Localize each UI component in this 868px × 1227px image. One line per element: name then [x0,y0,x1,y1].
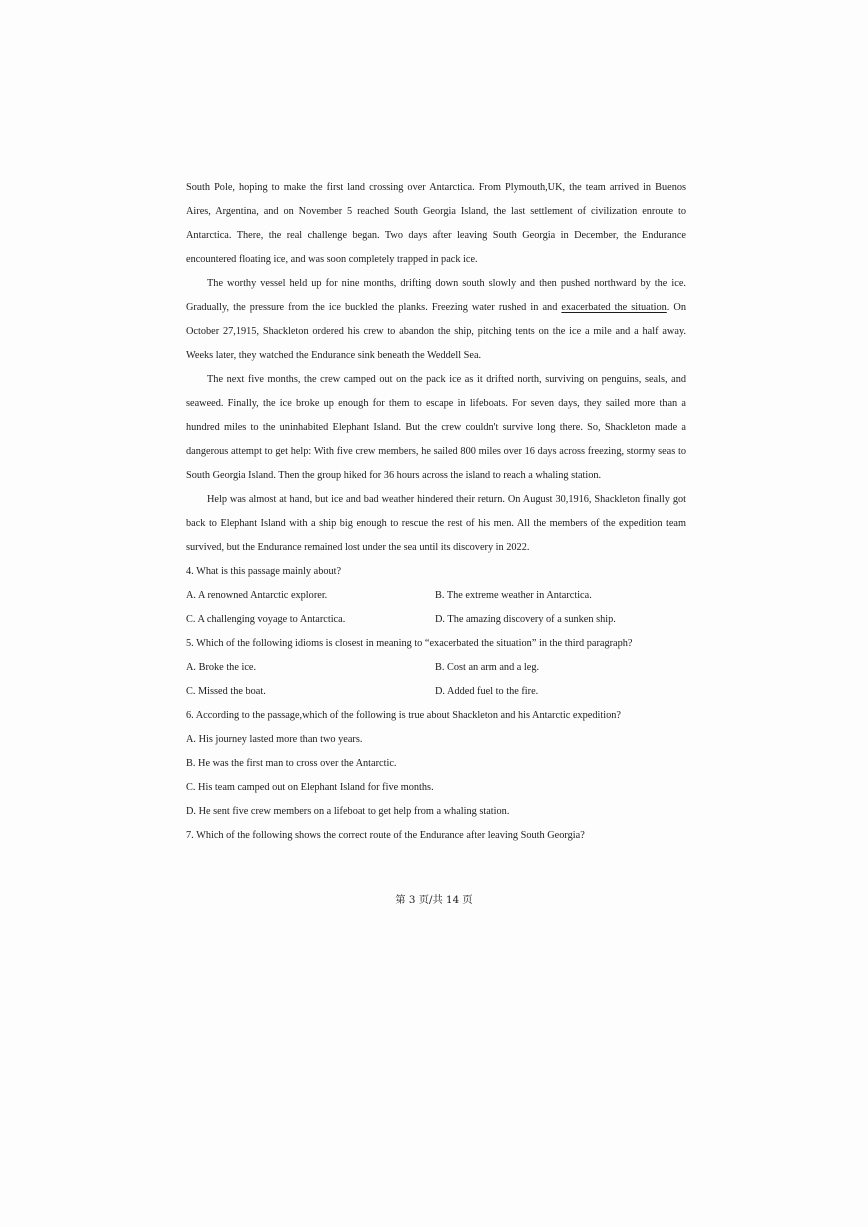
question-stem: 6. According to the passage,which of the following is true about Shackleton and his Antarctic expedition? [186,710,621,721]
question-list [186,560,686,848]
option-row [186,680,686,704]
option-b: B. The extreme weather in Antarctica. [435,590,592,601]
option-b: B. He was the first man to cross over the Antarctic. [186,758,397,769]
option-a: A. His journey lasted more than two years. [186,734,363,745]
option-c: C. Missed the boat. [186,686,266,697]
question-stem: 4. What is this passage mainly about? [186,566,342,577]
question-stem: 7. Which of the following shows the correct route of the Endurance after leaving South Georgia? [186,830,585,841]
option-a: A. A renowned Antarctic explorer. [186,590,328,601]
option-row [186,584,686,608]
option-d: D. He sent five crew members on a lifeboat to get help from a whaling station. [186,806,510,817]
passage-paragraph-1: South Pole, hoping to make the first land crossing over Antarctica. From Plymouth,UK, the team arrived in Buenos Aires, Argentina, and on November 5 reached South Georgia Island, the last settlement of civilization enroute to Antarctica. There, the real challenge began. Two days after leaving South Georgia in December, the Endurance encountered floating ice, and was soon completely trapped in pack ice. [186,182,686,265]
underlined-phrase: exacerbated the situation [561,302,667,313]
question-6 [186,704,686,824]
paragraph-2-text-start: The worthy vessel held up for nine months, drifting down south slowly and then pushed northward by the ice. Gradually, the pressure from the ice buckled the planks. Freezing water rushed in and [186,278,686,313]
option-a: A. Broke the ice. [186,662,257,673]
option-d: D. Added fuel to the fire. [435,686,539,697]
option-row [186,656,686,680]
option-b: B. Cost an arm and a leg. [435,662,540,673]
option-c: C. A challenging voyage to Antarctica. [186,614,346,625]
passage-paragraph-3: The next five months, the crew camped out on the pack ice as it drifted north, surviving on penguins, seals, and seaweed. Finally, the ice broke up enough for them to escape in lifeboats. For seven days, they sailed more than a hundred miles to the uninhabited Elephant Island. But the crew couldn't survive long there. So, Shackleton made a dangerous attempt to get help: With five crew members, he sailed 800 miles over 16 days across freezing, stormy seas to South Georgia Island. Then the group hiked for 36 hours across the island to reach a whaling station. [186,374,686,481]
paragraph-2-text-end: . On October 27,1915, Shackleton ordered his crew to abandon the ship, pitching tents on the ice a mile and a half away. Weeks later, they watched the Endurance sink beneath the Weddell Sea. [186,302,687,361]
option-c: C. His team camped out on Elephant Island for five months. [186,782,434,793]
question-4 [186,560,686,632]
passage-paragraph-4: Help was almost at hand, but ice and bad weather hindered their return. On August 30,1916, Shackleton finally got back to Elephant Island with a ship big enough to rescue the rest of his men. All the members of the expedition team survived, but the Endurance remained lost under the sea until its discovery in 2022. [186,494,686,553]
option-d: D. The amazing discovery of a sunken ship. [435,614,616,625]
page-number-footer: 第 3 页/共 14 页 [395,894,473,906]
option-row [186,608,686,632]
reading-passage [186,176,686,560]
question-5 [186,632,686,704]
question-stem: 5. Which of the following idioms is closest in meaning to “exacerbated the situation” in the third paragraph? [186,638,633,649]
passage-paragraph-2 [186,272,686,368]
question-7 [186,824,686,848]
